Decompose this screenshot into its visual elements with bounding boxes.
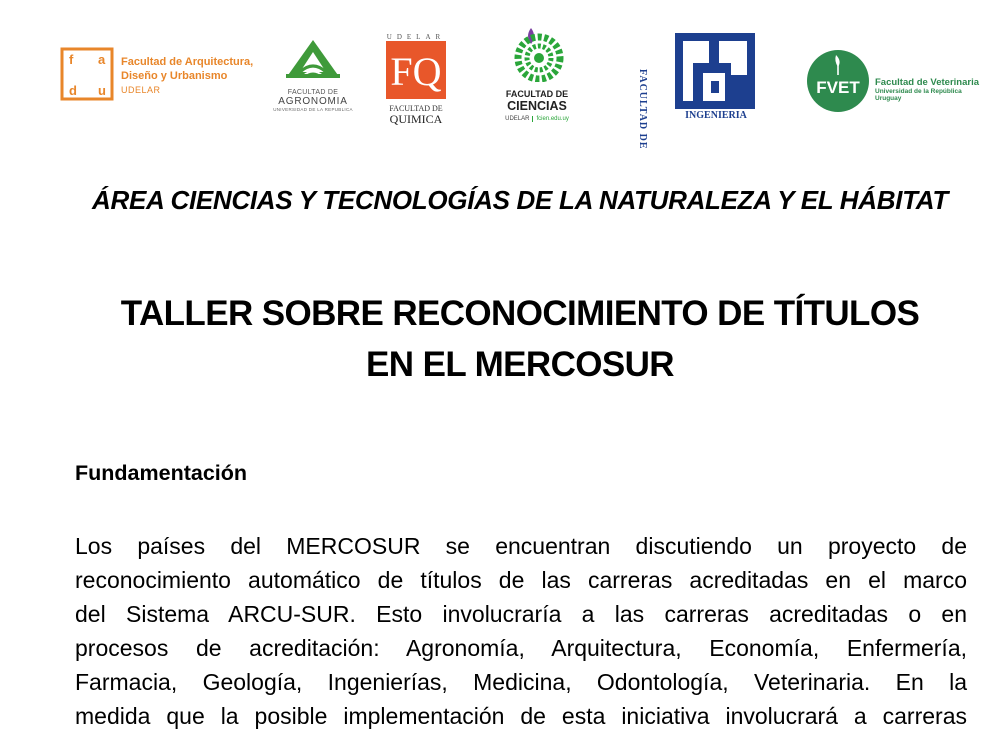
agronomia-line-1: FACULTAD DE (287, 89, 339, 96)
agronomia-line-3: UNIVERSIDAD DE LA REPUBLICA (273, 107, 353, 112)
fadu-text (121, 55, 271, 97)
fvet-line-2: Universidad de la República (875, 88, 962, 95)
quimica-line-2: QUIMICA (389, 112, 443, 126)
ciencias-footer (500, 116, 574, 122)
page-title (40, 288, 1000, 390)
fadu-line-1: Facultad de Arquitectura, (121, 56, 254, 68)
paragraph-line: del Sistema ARCU-SUR. Esto involucraría a las carreras acreditadas o en (75, 601, 967, 627)
fadu-sub: UDELAR (121, 85, 161, 95)
section-heading: Fundamentación (75, 461, 248, 485)
fvet-logo (806, 49, 996, 115)
area-heading: ÁREA CIENCIAS Y TECNOLOGÍAS DE LA NATURALEZA Y EL HÁBITAT (92, 185, 948, 215)
paragraph-line: medida que la posible implementación de esta iniciativa involucrará a carreras (75, 703, 967, 729)
fadu-mark-letter: f (69, 52, 74, 67)
quimica-monogram: FQ (390, 49, 442, 94)
ingenieria-vertical: FACULTAD DE (637, 69, 648, 150)
fvet-line-3: Uruguay (875, 95, 902, 102)
fvet-badge-label: FVET (816, 78, 860, 97)
ingenieria-mark-icon (675, 33, 755, 109)
ciencias-logo (500, 24, 574, 128)
logo-strip (0, 0, 1000, 150)
paragraph-line: Los países del MERCOSUR se encuentran discutiendo un proyecto de (75, 533, 967, 559)
ciencias-footer-left: UDELAR (505, 116, 530, 122)
ingenieria-logo (637, 33, 755, 150)
fadu-mark-letter: d (69, 83, 77, 98)
fvet-line-1: Facultad de Veterinaria (875, 77, 980, 88)
quimica-top: UDELAR (386, 33, 446, 41)
quimica-line-1: FACULTAD DE (389, 104, 443, 113)
paragraph-line: procesos de acreditación: Agronomía, Arquitectura, Economía, Enfermería, (75, 635, 967, 661)
ciencias-footer-right: fcien.edu.uy (532, 116, 568, 122)
page-title-line: TALLER SOBRE RECONOCIMIENTO DE TÍTULOS (120, 294, 920, 333)
agronomia-logo (272, 38, 354, 114)
quimica-monogram-icon (386, 41, 446, 99)
fvet-text (875, 77, 997, 102)
fadu-mark-icon (58, 45, 116, 103)
paragraph-line: Farmacia, Geología, Ingenierías, Medicina, Odontología, Veterinaria. En la (75, 669, 967, 695)
fadu-logo (58, 45, 273, 105)
ciencias-line-2: CIENCIAS (507, 99, 567, 113)
paragraph-line: reconocimiento automático de títulos de las carreras acreditadas en el marco (75, 567, 967, 593)
ingenieria-label: INGENIERIA (685, 110, 747, 121)
fadu-line-2: Diseño y Urbanismo (121, 70, 228, 82)
page-title-line: EN EL MERCOSUR (366, 345, 674, 384)
quimica-logo (384, 33, 448, 126)
fadu-mark-letter: a (98, 52, 106, 67)
fadu-mark-letter: u (98, 83, 106, 98)
agronomia-mark-icon (284, 38, 342, 80)
body-paragraph (75, 529, 967, 733)
fvet-badge-icon (806, 49, 870, 113)
ciencias-flower-icon (509, 24, 565, 82)
agronomia-line-2: AGRONOMIA (278, 96, 348, 107)
ciencias-line-1: FACULTAD DE (505, 89, 569, 99)
